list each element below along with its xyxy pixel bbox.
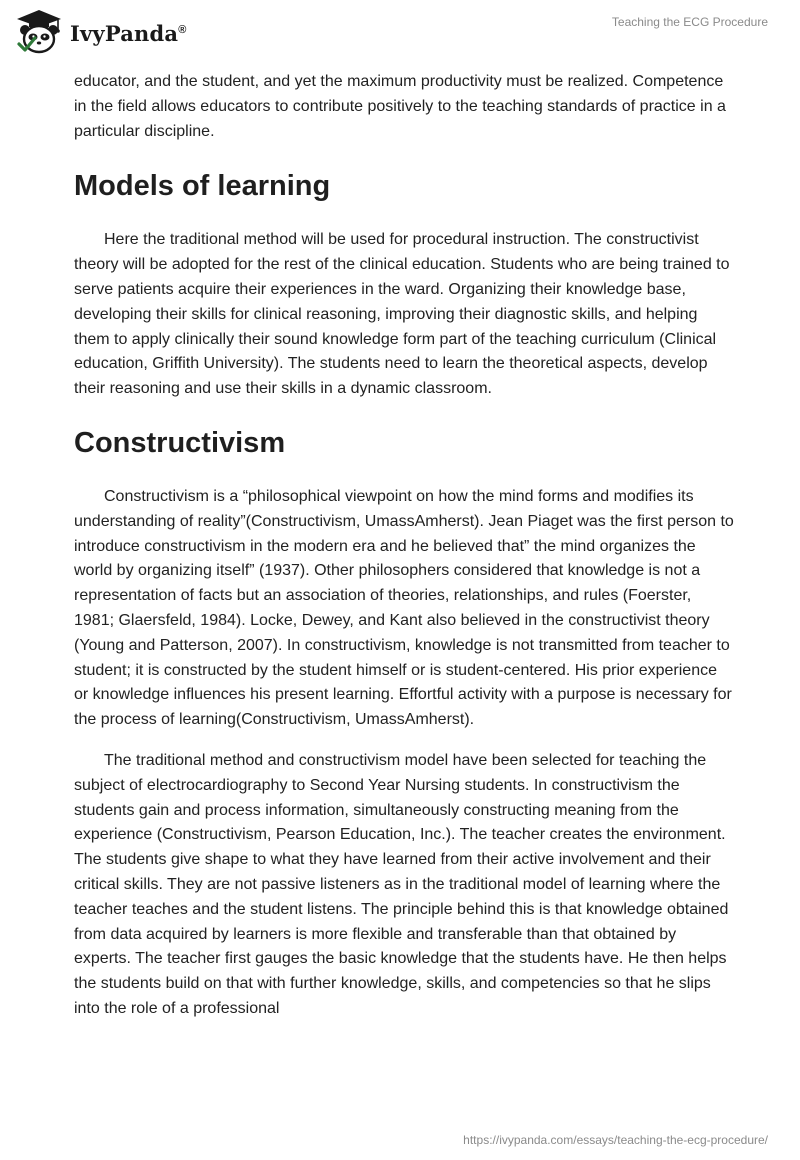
ivypanda-logo[interactable] (14, 8, 187, 54)
registered-mark: ® (178, 23, 187, 36)
intro-paragraph: educator, and the student, and yet the maximum productivity must be realized. Competence in the field allows educators to contribute positively to the teaching standards of practice in a particular discipline. (74, 73, 726, 140)
models-of-learning-paragraph: Here the traditional method will be used for procedural instruction. The constructivist theory will be adopted for the rest of the clinical education. Students who are being trained to serve patients acquire their experiences in the ward. Organizing their knowledge base, developing their skills for clinical reasoning, improving their diagnostic skills, and helping them to apply clinically their sound knowledge form part of the teaching curriculum (Clinical education, Griffith University). The students need to learn the theoretical aspects, develop their reasoning and use their skills in a dynamic classroom. (74, 231, 730, 398)
page-header (0, 0, 800, 66)
section-heading-models-of-learning: Models of learning (74, 170, 331, 203)
logo-text: IvyPanda (70, 20, 179, 46)
source-url[interactable]: https://ivypanda.com/essays/teaching-the-ecg-procedure/ (463, 1133, 768, 1147)
section-heading-constructivism: Constructivism (74, 426, 286, 459)
constructivism-paragraph-1: Constructivism is a “philosophical viewpoint on how the mind forms and modifies its understanding of reality”(Constructivism, UmassAmherst). Jean Piaget was the first person to introduce constructivism in the modern era and he believed that” the mind organizes the world by organizing itself” (1937). Other philosophers considered that knowledge is not a representation of facts but an association of theories, relationships, and rules (Foerster, 1981; Glaersfeld, 1984). Locke, Dewey, and Kant also believed in the constructivist theory (Young and Patterson, 2007). In constructivism, knowledge is not transmitted from teacher to student; it is constructed by the student himself or is student-centered. His prior experience or knowledge influences his present learning. Effortful activity with a purpose is necessary for the process of learning(Constructivism, UmassAmherst). (74, 487, 734, 729)
document-title: Teaching the ECG Procedure (611, 15, 768, 29)
panda-graduation-cap-icon (14, 8, 64, 54)
constructivism-paragraph-2: The traditional method and constructivism model have been selected for teaching the subject of electrocardiography to Second Year Nursing students. In constructivism the students gain and process information, simultaneously constructing meaning from the experience (Constructivism, Pearson Education, Inc.). The teacher creates the environment. The students give shape to what they have learned from their active involvement and their critical skills. They are not passive listeners as in the traditional model of learning where the teacher teaches and the student listens. The principle behind this is that knowledge obtained from data acquired by learners is more flexible and transferable than that obtained by experts. The teacher first gauges the basic knowledge that the students have. He then helps the students build on that with further knowledge, skills, and competencies so that he slips into the role of a professional (74, 751, 729, 1017)
essay-content (74, 70, 734, 1022)
logo-wordmark (70, 21, 187, 46)
